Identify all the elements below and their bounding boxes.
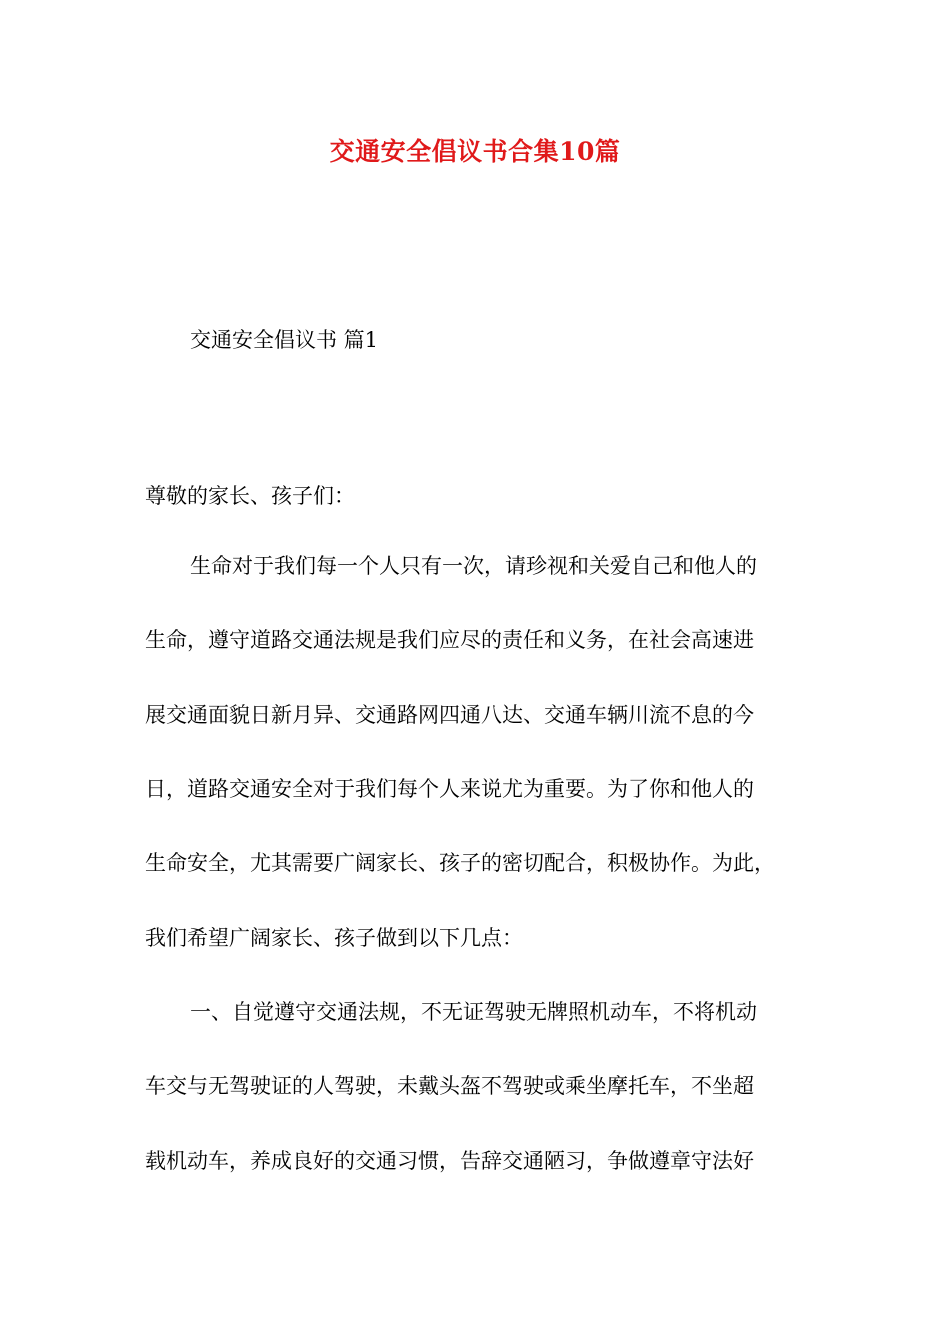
paragraph-line: 我们希望广阔家长、孩子做到以下几点：: [145, 926, 523, 950]
salutation: 尊敬的家长、孩子们：: [145, 484, 355, 508]
paragraph-line: 日，道路交通安全对于我们每个人来说尤为重要。为了你和他人的: [145, 777, 754, 801]
paragraph-line: 一、自觉遵守交通法规，不无证驾驶无牌照机动车，不将机动: [190, 1000, 757, 1024]
paragraph-line: 车交与无驾驶证的人驾驶，未戴头盔不驾驶或乘坐摩托车，不坐超: [145, 1074, 754, 1098]
paragraph-line: 载机动车，养成良好的交通习惯，告辞交通陋习，争做遵章守法好: [145, 1149, 754, 1173]
paragraph-line: 生命，遵守道路交通法规是我们应尽的责任和义务，在社会高速进: [145, 628, 754, 652]
document-title: 交通安全倡议书合集10篇: [329, 137, 621, 166]
paragraph-line: 生命对于我们每一个人只有一次，请珍视和关爱自己和他人的: [190, 554, 757, 578]
paragraph-line: 生命安全，尤其需要广阔家长、孩子的密切配合，积极协作。为此，: [145, 851, 775, 875]
section-heading: 交通安全倡议书 篇1: [190, 328, 379, 352]
paragraph-line: 展交通面貌日新月异、交通路网四通八达、交通车辆川流不息的今: [145, 703, 754, 727]
